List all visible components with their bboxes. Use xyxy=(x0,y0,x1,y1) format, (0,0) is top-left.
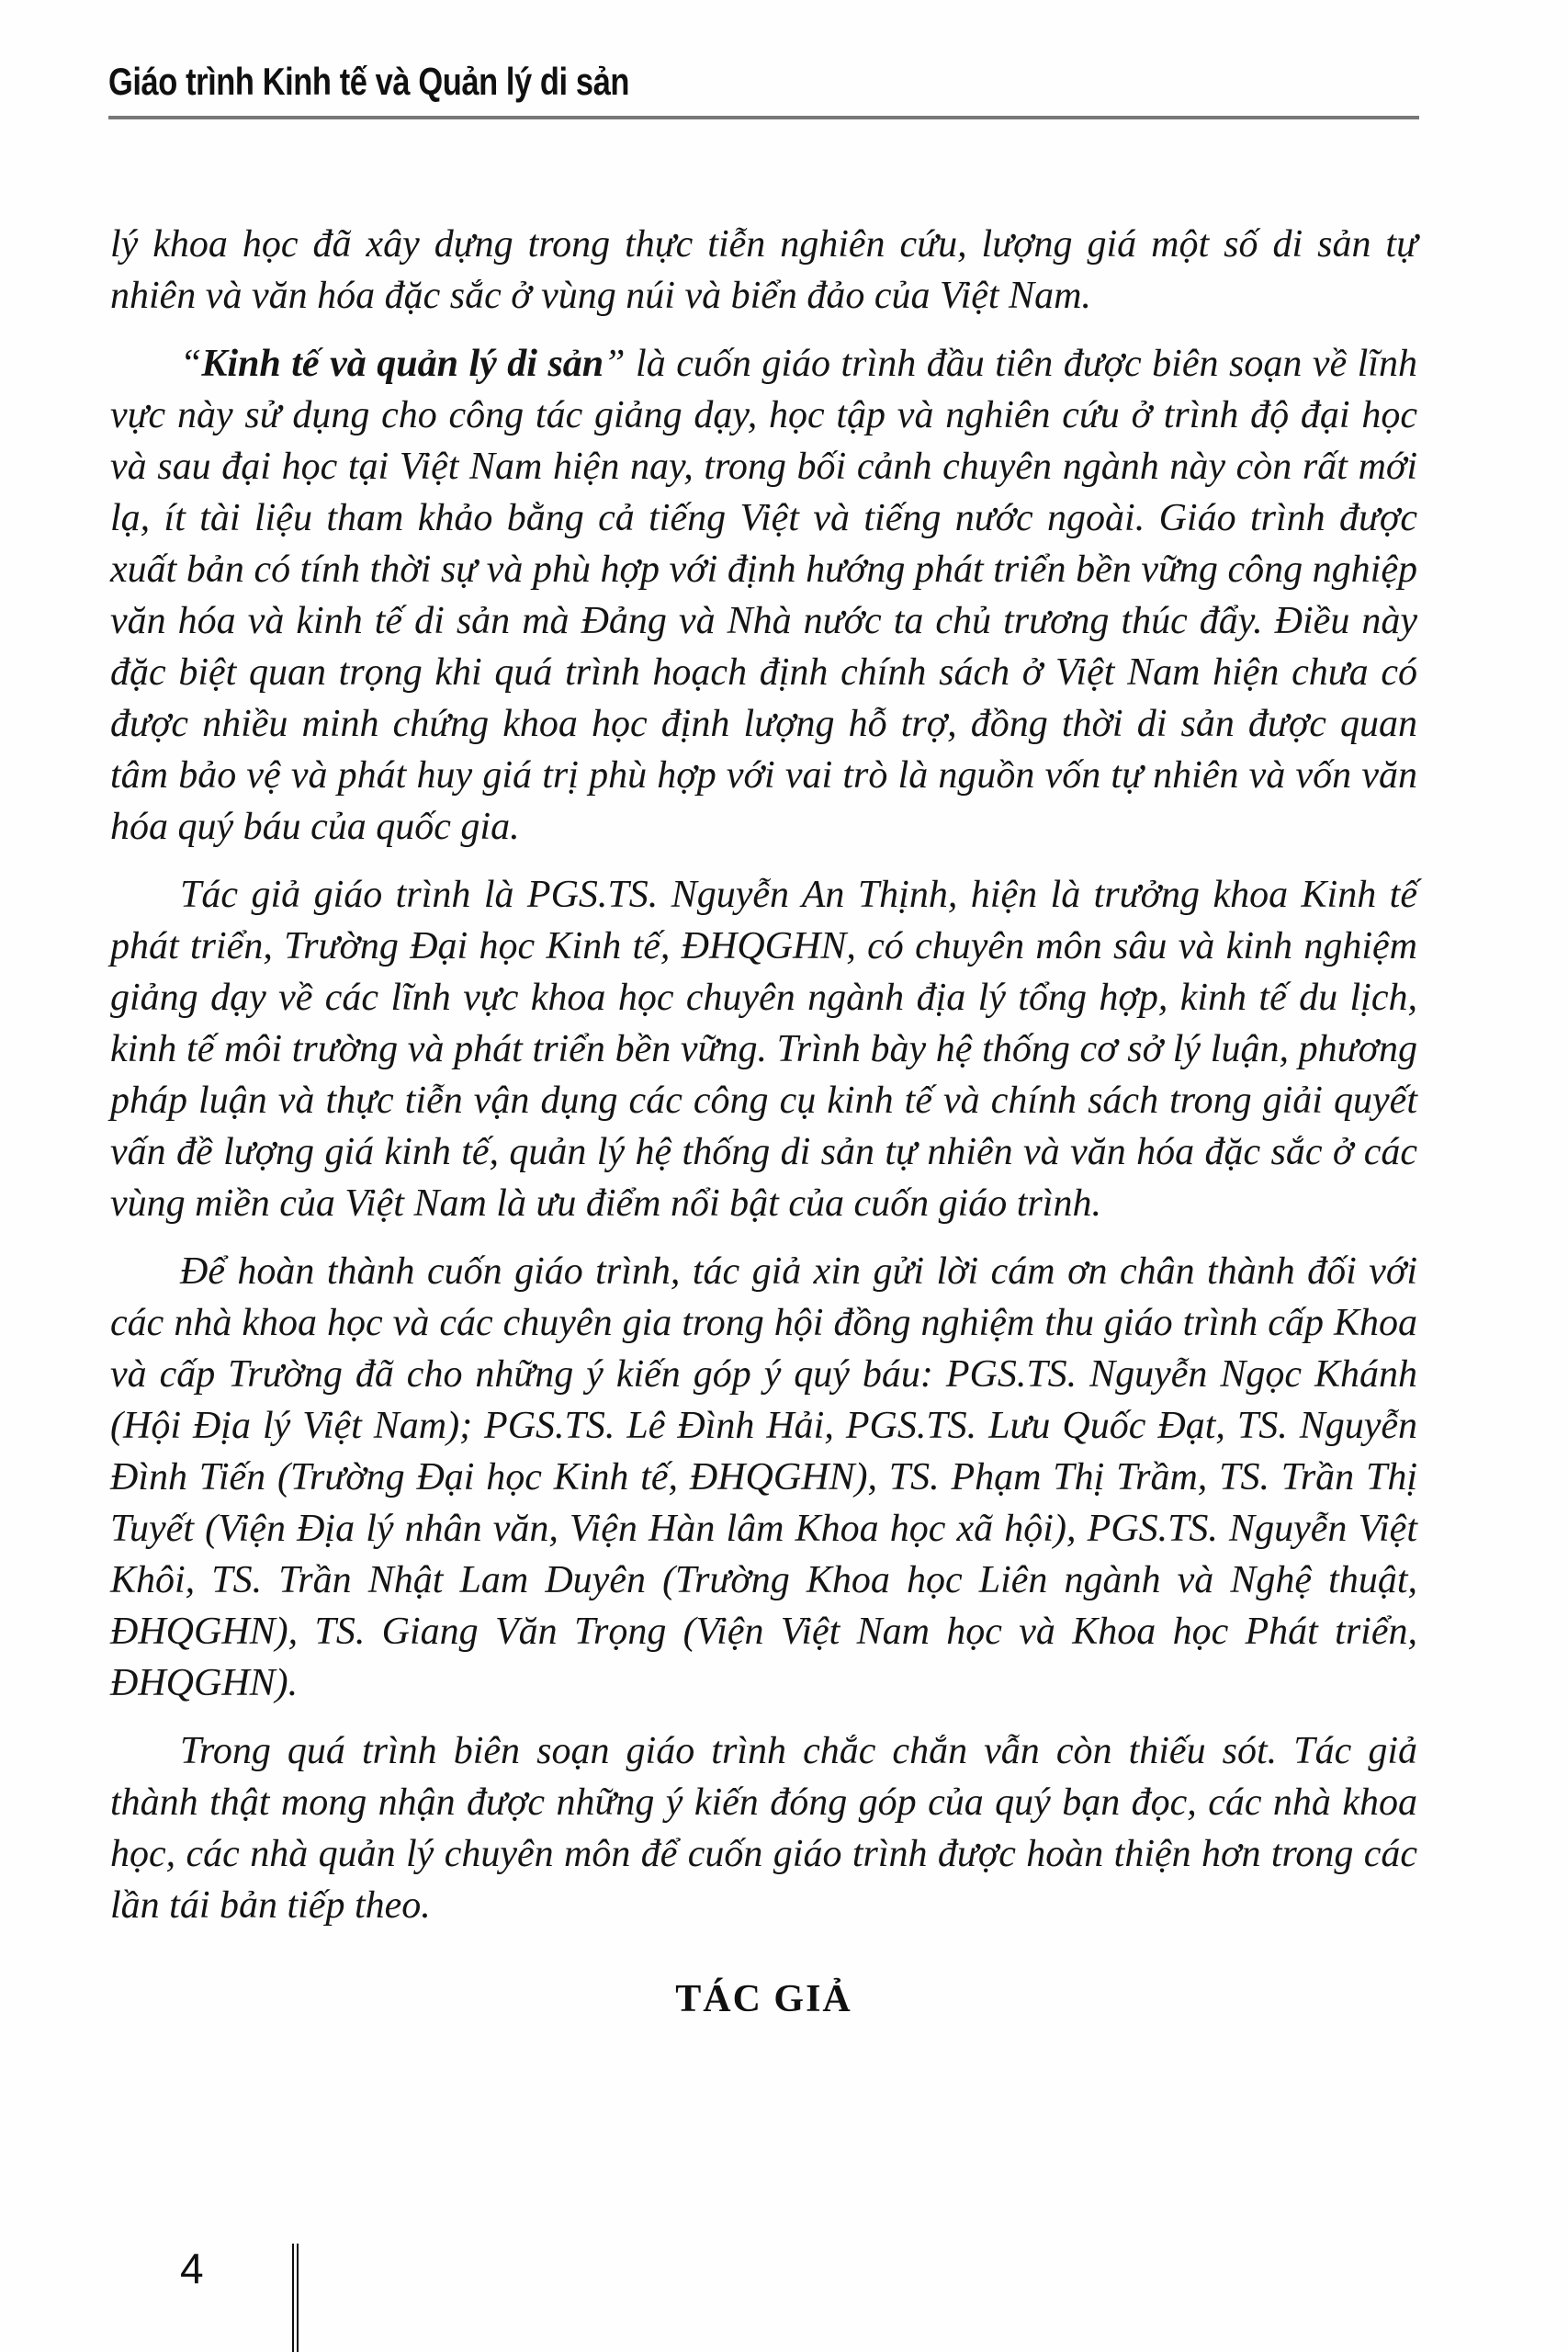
author-signature: TÁC GIẢ xyxy=(675,1978,852,2020)
paragraph-author-bio: Tác giả giáo trình là PGS.TS. Nguyễn An Thịnh, hiện là trưởng khoa Kinh tế phát triển, Trường Đại học Kinh tế, ĐHQGHN, có chuyên môn sâu và kinh nghiệm giảng dạy về các lĩnh vực khoa học chuyên ngành địa lý tổng hợp, kinh tế du lịch, kinh tế môi trường và phát triển bền vững. Trình bày hệ thống cơ sở lý luận, phương pháp luận và thực tiễn vận dụng các công cụ kinh tế và chính sách trong giải quyết vấn đề lượng giá kinh tế, quản lý hệ thống di sản tự nhiên và văn hóa đặc sắc ở các vùng miền của Việt Nam là ưu điểm nổi bật của cuốn giáo trình. xyxy=(110,874,1417,1225)
paragraph-book-intro-text: là cuốn giáo trình đầu tiên được biên soạn về lĩnh vực này sử dụng cho công tác giảng dạy, học tập và nghiên cứu ở trình độ đại học và sau đại học tại Việt Nam hiện nay, trong bối cảnh chuyên ngành này còn rất mới lạ, ít tài liệu tham khảo bằng cả tiếng Việt và tiếng nước ngoài. Giáo trình được xuất bản có tính thời sự và phù hợp với định hướng phát triển bền vững công nghiệp văn hóa và kinh tế di sản mà Đảng và Nhà nước ta chủ trương thúc đẩy. Điều này đặc biệt quan trọng khi quá trình hoạch định chính sách ở Việt Nam hiện chưa có được nhiều minh chứng khoa học định lượng hỗ trợ, đồng thời di sản được quan tâm bảo vệ và phát huy giá trị phù hợp với vai trò là nguồn vốn tự nhiên và vốn văn hóa quý báu của quốc gia. xyxy=(110,343,1417,848)
paragraph-acknowledgements: Để hoàn thành cuốn giáo trình, tác giả xin gửi lời cám ơn chân thành đối với các nhà khoa học và các chuyên gia trong hội đồng nghiệm thu giáo trình cấp Khoa và cấp Trường đã cho những ý kiến góp ý quý báu: PGS.TS. Nguyễn Ngọc Khánh (Hội Địa lý Việt Nam); PGS.TS. Lê Đình Hải, PGS.TS. Lưu Quốc Đạt, TS. Nguyễn Đình Tiến (Trường Đại học Kinh tế, ĐHQGHN), TS. Phạm Thị Trầm, TS. Trần Thị Tuyết (Viện Địa lý nhân văn, Viện Hàn lâm Khoa học xã hội), PGS.TS. Nguyễn Việt Khôi, TS. Trần Nhật Lam Duyên (Trường Khoa học Liên ngành và Nghệ thuật, ĐHQGHN), TS. Giang Văn Trọng (Viện Việt Nam học và Khoa học Phát triển, ĐHQGHN). xyxy=(110,1250,1417,1704)
running-header-title: Giáo trình Kinh tế và Quản lý di sản xyxy=(108,60,629,103)
header-rule xyxy=(108,116,1419,119)
open-quote: “ xyxy=(180,343,202,385)
close-quote: ” xyxy=(604,343,626,385)
paragraph-book-intro xyxy=(110,338,1417,853)
footer-divider-line xyxy=(292,2244,299,2352)
book-title-bold: Kinh tế và quản lý di sản xyxy=(201,343,604,385)
paragraph-closing: Trong quá trình biên soạn giáo trình chắc chắn vẫn còn thiếu sót. Tác giả thành thật mong nhận được những ý kiến đóng góp của quý bạn đọc, các nhà khoa học, các nhà quản lý chuyên môn để cuốn giáo trình được hoàn thiện hơn trong các lần tái bản tiếp theo. xyxy=(110,1730,1417,1927)
page-header xyxy=(108,61,1419,119)
page-body xyxy=(110,219,1417,2025)
paragraph-continuation: lý khoa học đã xây dựng trong thực tiễn nghiên cứu, lượng giá một số di sản tự nhiên và văn hóa đặc sắc ở vùng núi và biển đảo của Việt Nam. xyxy=(110,223,1417,317)
page-number: 4 xyxy=(180,2245,204,2292)
